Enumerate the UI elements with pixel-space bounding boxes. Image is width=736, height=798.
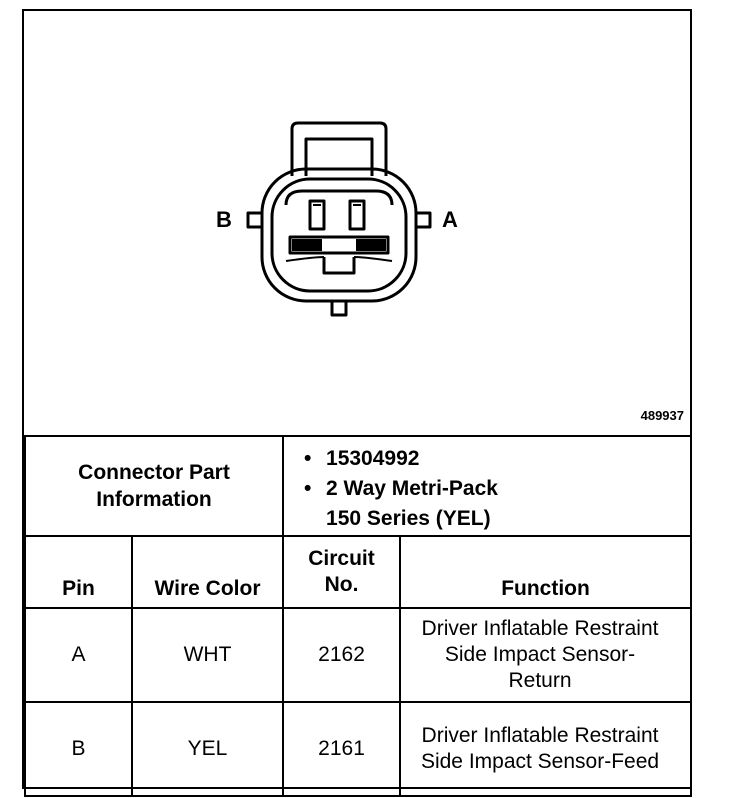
connector-info-values-cell <box>283 436 691 536</box>
connector-info-row <box>25 436 691 536</box>
connector-info-label: Connector Part Information <box>78 461 230 511</box>
row-b-pin: B <box>25 702 132 796</box>
row-a-function-text: Driver Inflatable Restraint Side Impact Sensor-Return <box>421 617 659 692</box>
table-header-row <box>25 536 691 608</box>
connector-info-label-cell <box>25 436 283 536</box>
row-a-circuit: 2162 <box>283 608 400 702</box>
pin-a-label: A <box>442 207 458 232</box>
pinout-table <box>24 435 692 797</box>
table-row <box>25 608 691 702</box>
row-b-function <box>400 702 691 796</box>
pin-b-label: B <box>216 207 232 232</box>
row-a-pin: A <box>25 608 132 702</box>
header-pin: Pin <box>25 536 132 608</box>
header-wire-color: Wire Color <box>132 536 283 608</box>
header-circuit <box>283 536 400 608</box>
table-row <box>25 702 691 796</box>
header-function: Function <box>400 536 691 608</box>
connector-key <box>324 257 354 273</box>
row-a-function <box>400 608 691 702</box>
connector-figure <box>24 11 690 435</box>
connector-info-list <box>284 438 690 534</box>
row-b-wire-color: YEL <box>132 702 283 796</box>
row-b-circuit: 2161 <box>283 702 400 796</box>
connector-shelf <box>286 191 392 205</box>
row-b-function-text: Driver Inflatable Restraint Side Impact Sensor-Feed <box>420 724 660 773</box>
row-a-wire-color: WHT <box>132 608 283 702</box>
header-circuit-text: Circuit No. <box>308 547 375 596</box>
connector-bottom-tab <box>332 301 346 315</box>
connector-drawing <box>24 11 690 435</box>
part-number: • 15304992 <box>302 444 690 474</box>
connector-sheet <box>22 9 692 789</box>
side-tab-b <box>248 213 262 227</box>
side-tab-a <box>416 213 430 227</box>
figure-id: 489937 <box>640 408 684 423</box>
connector-series: • 2 Way Metri-Pack 150 Series (YEL) <box>302 474 526 534</box>
